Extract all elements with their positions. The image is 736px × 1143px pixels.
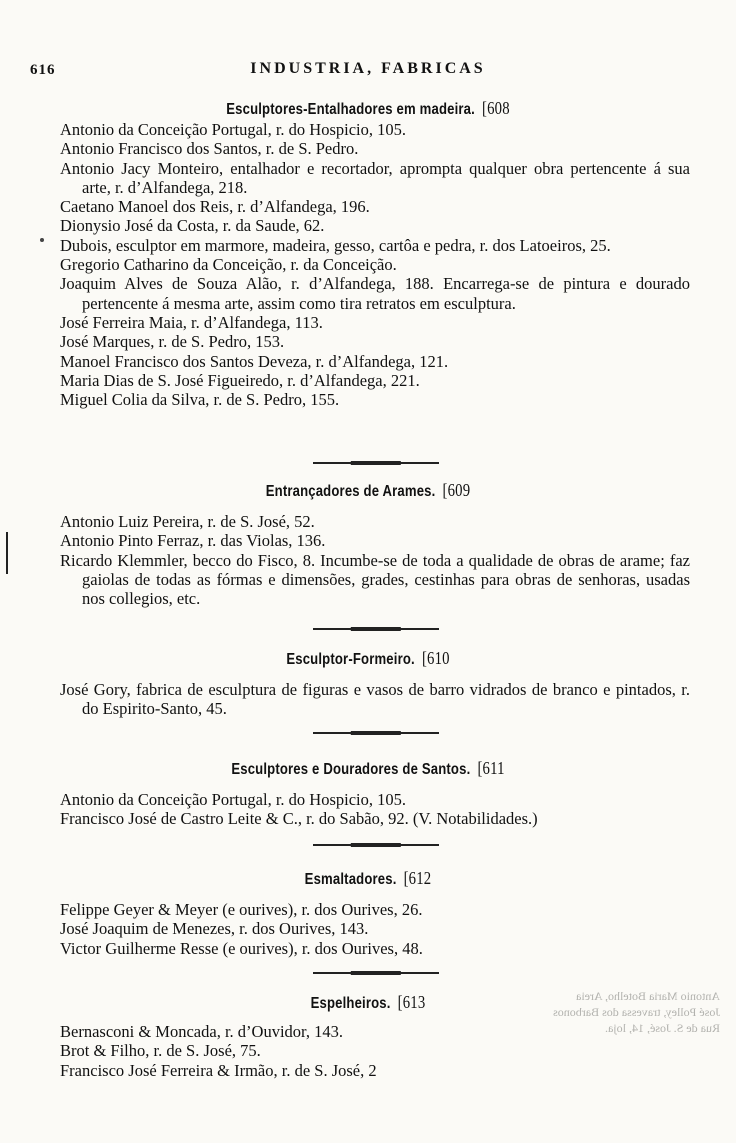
section-divider [313,628,439,630]
section-number: [613 [397,992,426,1012]
list-item: José Marques, r. de S. Pedro, 153. [60,332,285,352]
section-611 [0,756,736,829]
list-item: Dionysio José da Costa, r. da Saude, 62. [60,216,325,236]
bleed-line: Antonio Maria Botelho, Areia [576,989,720,1003]
list-item: Ricardo Klemmler, becco do Fisco, 8. Incumbe-se de toda a qualidade de obras de arame; faz gaiolas de todas as fórmas e dimensões, grades, cestinhas para obras de senhoras, usadas nos collegios, etc. [60,550,690,609]
section-title: Esculptores-Entalhadores em madeira. [226,101,475,118]
bleed-through-text [480,988,720,1036]
list-item: Antonio Francisco dos Santos, r. de S. Pedro. [60,139,359,159]
section-number: [611 [477,758,505,778]
section-610 [0,646,736,719]
list-item: Miguel Colia da Silva, r. de S. Pedro, 155. [60,390,340,410]
list-item: Caetano Manoel dos Reis, r. d’Alfandega, 196. [60,197,370,217]
section-heading [66,478,670,502]
section-number: [609 [442,480,471,500]
list-item: Felippe Geyer & Meyer (e ourives), r. dos Ourives, 26. [60,900,423,919]
section-number: [608 [482,98,510,118]
list-item: Antonio da Conceição Portugal, r. do Hospicio, 105. [60,120,406,139]
list-item: Manoel Francisco dos Santos Deveza, r. d’Alfandega, 121. [60,351,449,371]
section-heading [66,866,670,890]
section-divider [313,972,439,974]
list-item: Antonio Pinto Ferraz, r. das Violas, 136. [60,531,326,551]
list-item: Joaquim Alves de Souza Alão, r. d’Alfandega, 188. Encarrega-se de pintura e dourado pertencente á mesma arte, assim como tira retratos em esculptura. [60,274,690,313]
section-number: [612 [403,868,432,888]
list-item: Victor Guilherme Resse (e ourives), r. dos Ourives, 48. [60,938,423,958]
section-title: Esmaltadores. [304,871,397,888]
list-item: Antonio Jacy Monteiro, entalhador e recortador, apromptа qualquer obra pertencente á sua arte, r. d’Alfandega, 218. [60,158,690,197]
list-item: Brot & Filho, r. de S. José, 75. [60,1041,261,1061]
section-title: Entrançadores de Arames. [265,483,436,500]
section-divider [313,844,439,846]
section-title: Esculptor-Formeiro. [286,651,415,668]
section-title: Esculptores e Douradores de Santos. [231,761,471,778]
page-number: 616 [30,62,56,78]
section-divider [313,732,439,734]
list-item: José Ferreira Maia, r. d’Alfandega, 113. [60,312,323,332]
list-item: Antonio da Conceição Portugal, r. do Hospicio, 105. [60,790,406,809]
list-item: José Joaquim de Menezes, r. dos Ourives, 143. [60,919,369,939]
section-612 [0,866,736,958]
list-item: Gregorio Catharino da Conceição, r. da Conceição. [60,255,397,275]
list-item: Francisco José de Castro Leite & C., r. do Sabão, 92. (V. Notabilidades.) [60,809,538,829]
section-heading [66,96,670,120]
section-heading [66,756,670,780]
section-divider [313,462,439,464]
entry-list [60,900,690,958]
entry-list [60,120,690,409]
section-title: Espelheiros. [310,995,391,1012]
list-item: Bernasconi & Moncada, r. d’Ouvidor, 143. [60,1022,343,1041]
section-609 [0,478,736,608]
section-number: [610 [421,648,450,668]
list-item: Francisco José Ferreira & Irmão, r. de S. José, 2 [60,1060,377,1080]
section-608 [0,96,736,409]
list-item: Dubois, esculptor em marmore, madeira, gesso, cartôa e pedra, r. dos Latoeiros, 25. [60,235,611,255]
bleed-line: José Polley, travessa dos Barbonos [553,1005,720,1019]
section-heading [66,646,670,670]
entry-list [60,790,690,829]
bleed-line: Rua de S. José, 14, loja. [605,1021,720,1035]
running-head: INDUSTRIA, FABRICAS [250,60,486,77]
entry-list [60,680,690,719]
entry-list [60,512,690,608]
list-item: José Gory, fabrica de esculptura de figuras e vasos de barro vidrados de branco e pintados, r. do Espirito-Santo, 45. [60,680,690,719]
list-item: Maria Dias de S. José Figueiredo, r. d’Alfandega, 221. [60,370,420,390]
list-item: Antonio Luiz Pereira, r. de S. José, 52. [60,512,315,531]
